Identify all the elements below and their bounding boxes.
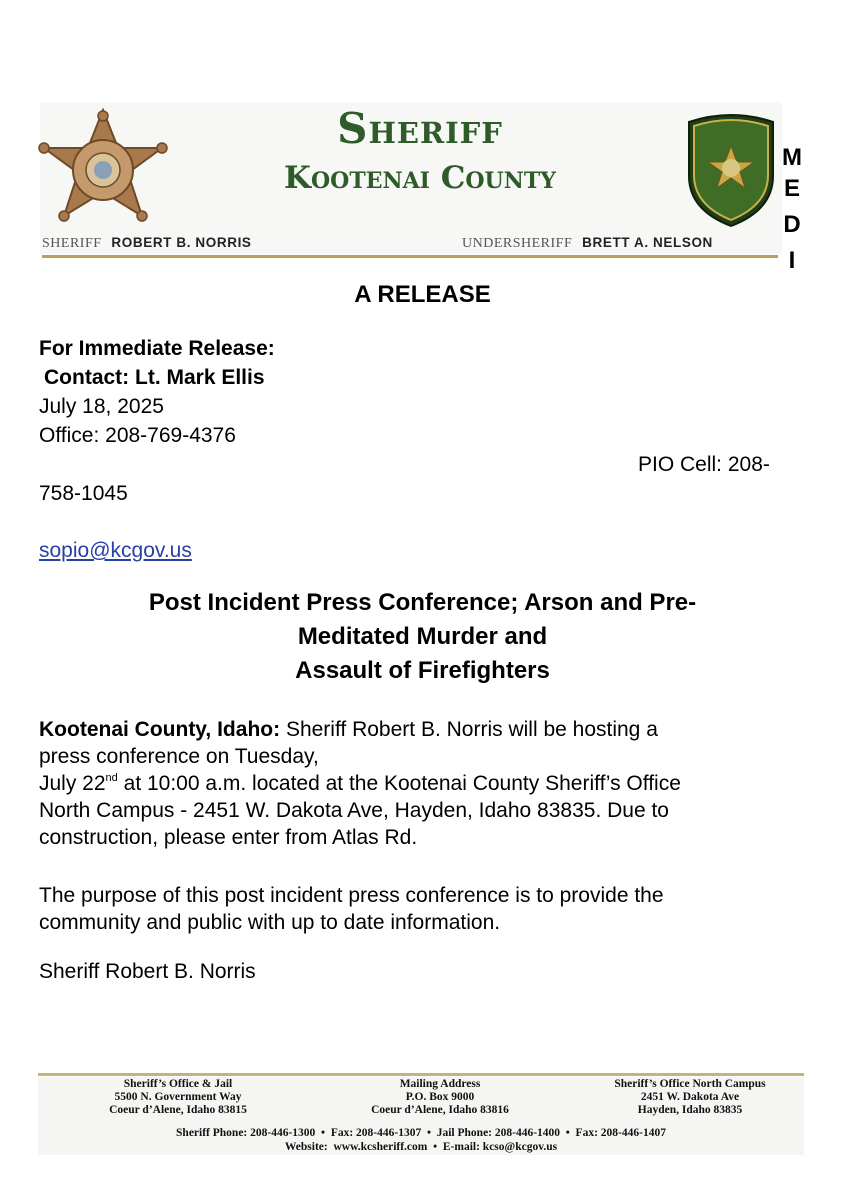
undersheriff-name: BRETT A. NELSON (582, 235, 713, 250)
office-phone: Office: 208-769-4376 (39, 424, 236, 447)
contact-line: Contact: Lt. Mark Ellis (44, 366, 265, 389)
title-line: Post Incident Press Conference; Arson and Pre- (148, 589, 697, 616)
ordinal-suffix: nd (105, 772, 118, 784)
undersheriff-role-label: UNDERSHERIFF (462, 236, 573, 251)
side-letter: M (782, 144, 802, 171)
footer-mailing-address (320, 1078, 560, 1117)
footer-line: Coeur d’Alene, Idaho 83815 (109, 1104, 247, 1116)
footer-line: Coeur d’Alene, Idaho 83816 (371, 1104, 509, 1116)
paragraph-text: The purpose of this post incident press conference is to provide the (39, 884, 664, 907)
paragraph-text: at 10:00 a.m. located at the Kootenai County Sheriff’s Office (123, 772, 681, 795)
side-letter: E (783, 175, 800, 202)
email-address[interactable]: sopio@kcgov.us (39, 539, 192, 562)
sheriff-role-label: SHERIFF (42, 236, 102, 251)
footer-north-campus-address (570, 1078, 810, 1117)
title-line: Meditated Murder and (297, 623, 548, 650)
pio-cell-phone: PIO Cell: 208- (638, 453, 770, 476)
header-divider (42, 255, 778, 258)
sheriff-name: ROBERT B. NORRIS (111, 235, 252, 250)
press-release-title (40, 586, 805, 688)
letterhead-subtitle: Kootenai County (284, 160, 556, 196)
paragraph-text: construction, please enter from Atlas Rd. (39, 826, 418, 849)
undersheriff-name-line (462, 234, 713, 252)
footer-heading: Sheriff’s Office & Jail (123, 1078, 233, 1090)
immediate-release-label: For Immediate Release: (39, 337, 275, 360)
sheriff-name-line (42, 234, 252, 252)
side-letter: D (783, 211, 801, 238)
pio-cell-phone-continued: 758-1045 (39, 482, 128, 505)
paragraph-text: July 22 (39, 772, 106, 795)
footer-divider (38, 1073, 804, 1076)
paragraph-text: community and public with up to date information. (39, 911, 501, 934)
side-letter: I (788, 247, 796, 274)
footer-line: Hayden, Idaho 83835 (637, 1104, 743, 1116)
sheriff-shield-patch-icon (683, 112, 779, 228)
footer-web-contact: Website: www.kcsheriff.com • E-mail: kcso@kcgov.us (284, 1141, 558, 1153)
footer-heading: Mailing Address (399, 1078, 481, 1090)
purpose-paragraph (39, 882, 809, 936)
footer-jail-address (58, 1078, 298, 1117)
paragraph-text: press conference on Tuesday, (39, 745, 319, 768)
release-date: July 18, 2025 (39, 395, 164, 418)
announcement-paragraph (39, 716, 809, 851)
footer-phone-numbers: Sheriff Phone: 208-446-1300 • Fax: 208-446-1307 • Jail Phone: 208-446-1400 • Fax: 208-446-1407 (176, 1127, 666, 1139)
release-heading: A RELEASE (354, 281, 491, 308)
footer-line: P.O. Box 9000 (405, 1091, 475, 1103)
footer-line: 2451 W. Dakota Ave (640, 1091, 740, 1103)
footer-heading: Sheriff’s Office North Campus (614, 1078, 766, 1090)
paragraph-text: Sheriff Robert B. Norris will be hosting a (285, 718, 658, 741)
footer-line: 5500 N. Government Way (114, 1091, 242, 1103)
title-line: Assault of Firefighters (295, 657, 550, 684)
letterhead-title: Sheriff (337, 104, 503, 153)
signature: Sheriff Robert B. Norris (39, 960, 256, 983)
paragraph-text: North Campus - 2451 W. Dakota Ave, Hayden, Idaho 83835. Due to (39, 799, 669, 822)
email-link[interactable] (39, 536, 192, 565)
sheriff-star-badge-icon (38, 108, 168, 236)
location-lead: Kootenai County, Idaho: (39, 718, 281, 741)
